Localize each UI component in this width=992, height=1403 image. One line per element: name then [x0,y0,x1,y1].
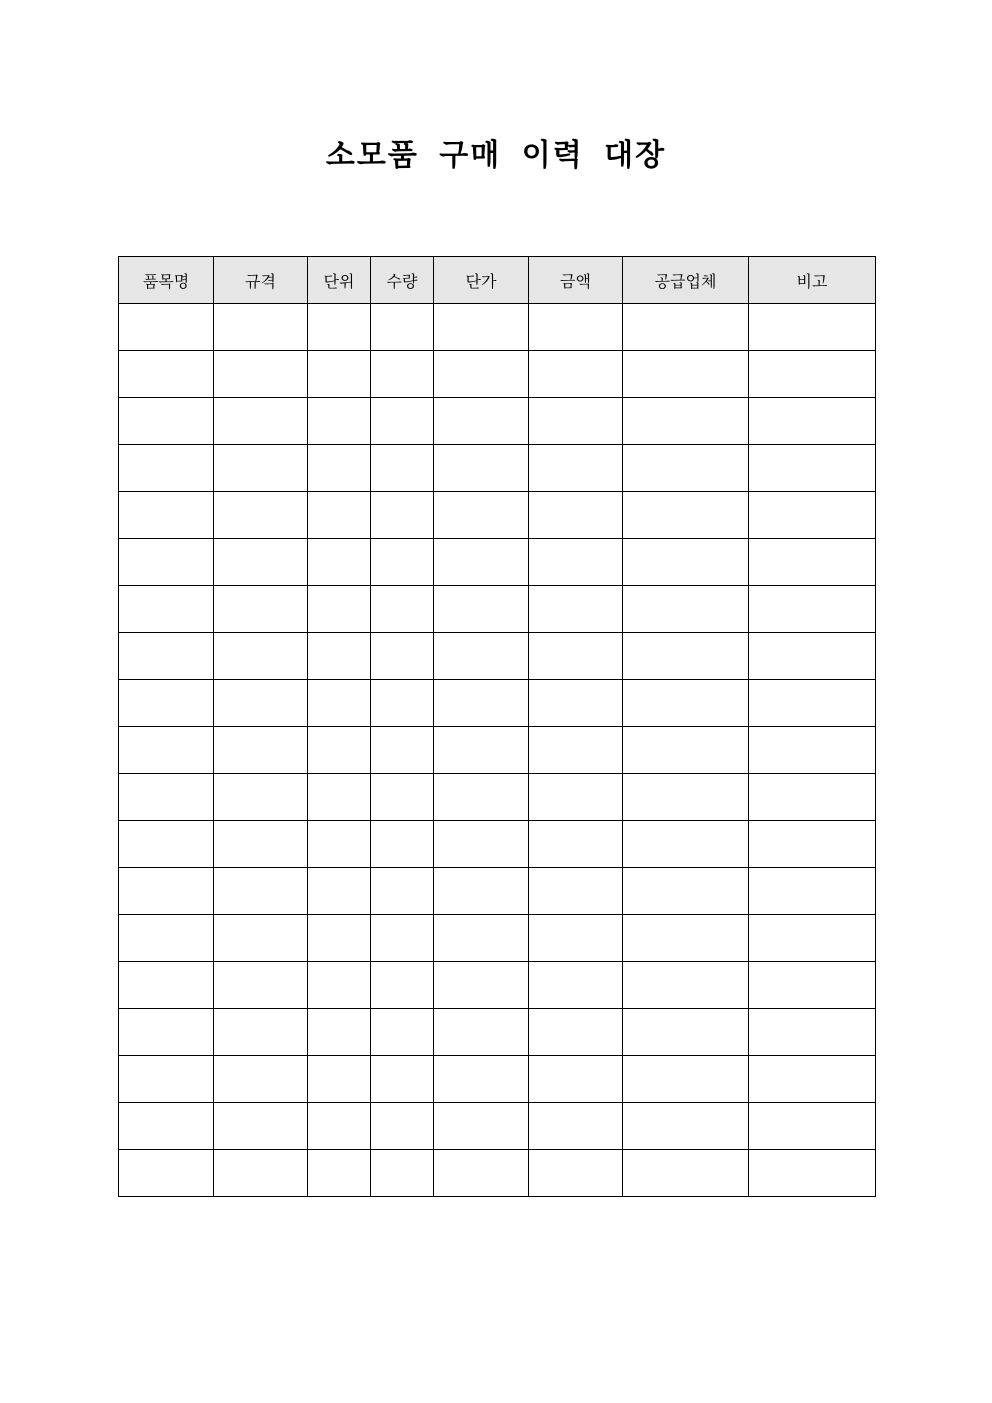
cell-amount[interactable] [529,915,623,962]
cell-item-name[interactable] [119,868,214,915]
cell-unit-price[interactable] [434,445,529,492]
cell-remarks[interactable] [749,492,876,539]
cell-unit[interactable] [308,492,371,539]
cell-spec[interactable] [214,821,308,868]
cell-spec[interactable] [214,492,308,539]
cell-supplier[interactable] [623,351,749,398]
cell-spec[interactable] [214,586,308,633]
cell-unit-price[interactable] [434,680,529,727]
cell-unit-price[interactable] [434,774,529,821]
cell-unit-price[interactable] [434,727,529,774]
cell-unit[interactable] [308,539,371,586]
cell-quantity[interactable] [371,304,434,351]
cell-item-name[interactable] [119,633,214,680]
cell-unit-price[interactable] [434,351,529,398]
cell-quantity[interactable] [371,915,434,962]
cell-spec[interactable] [214,1009,308,1056]
cell-item-name[interactable] [119,492,214,539]
header-remarks: 비고 [749,257,876,304]
cell-supplier[interactable] [623,821,749,868]
cell-spec[interactable] [214,445,308,492]
cell-remarks[interactable] [749,1103,876,1150]
table-row [119,304,876,351]
cell-unit[interactable] [308,398,371,445]
table-row [119,1009,876,1056]
cell-amount[interactable] [529,1103,623,1150]
cell-unit-price[interactable] [434,962,529,1009]
table-row [119,539,876,586]
cell-unit[interactable] [308,774,371,821]
table-row [119,868,876,915]
cell-unit[interactable] [308,962,371,1009]
cell-item-name[interactable] [119,445,214,492]
header-unit-price: 단가 [434,257,529,304]
cell-unit-price[interactable] [434,1009,529,1056]
cell-spec[interactable] [214,774,308,821]
cell-amount[interactable] [529,774,623,821]
cell-spec[interactable] [214,539,308,586]
table-row [119,774,876,821]
cell-supplier[interactable] [623,962,749,1009]
cell-supplier[interactable] [623,1009,749,1056]
table-row [119,821,876,868]
table-row [119,351,876,398]
cell-amount[interactable] [529,304,623,351]
cell-item-name[interactable] [119,727,214,774]
cell-quantity[interactable] [371,1009,434,1056]
cell-unit[interactable] [308,821,371,868]
cell-supplier[interactable] [623,680,749,727]
cell-remarks[interactable] [749,1150,876,1197]
cell-quantity[interactable] [371,727,434,774]
cell-unit[interactable] [308,1103,371,1150]
cell-remarks[interactable] [749,633,876,680]
cell-amount[interactable] [529,539,623,586]
cell-spec[interactable] [214,1056,308,1103]
cell-item-name[interactable] [119,962,214,1009]
cell-quantity[interactable] [371,868,434,915]
cell-spec[interactable] [214,633,308,680]
table-row [119,633,876,680]
cell-unit[interactable] [308,304,371,351]
cell-item-name[interactable] [119,821,214,868]
cell-item-name[interactable] [119,351,214,398]
cell-spec[interactable] [214,304,308,351]
purchase-history-table [118,256,876,1197]
cell-amount[interactable] [529,821,623,868]
cell-unit[interactable] [308,1150,371,1197]
cell-item-name[interactable] [119,398,214,445]
cell-supplier[interactable] [623,868,749,915]
header-supplier: 공급업체 [623,257,749,304]
cell-supplier[interactable] [623,774,749,821]
cell-remarks[interactable] [749,821,876,868]
cell-item-name[interactable] [119,1150,214,1197]
cell-quantity[interactable] [371,1056,434,1103]
cell-item-name[interactable] [119,915,214,962]
cell-supplier[interactable] [623,915,749,962]
cell-unit-price[interactable] [434,915,529,962]
cell-spec[interactable] [214,351,308,398]
cell-spec[interactable] [214,962,308,1009]
cell-item-name[interactable] [119,680,214,727]
cell-unit-price[interactable] [434,539,529,586]
cell-remarks[interactable] [749,868,876,915]
cell-quantity[interactable] [371,633,434,680]
header-quantity: 수량 [371,257,434,304]
cell-unit-price[interactable] [434,1150,529,1197]
cell-spec[interactable] [214,1150,308,1197]
cell-unit-price[interactable] [434,868,529,915]
header-item-name: 품목명 [119,257,214,304]
cell-quantity[interactable] [371,398,434,445]
cell-unit-price[interactable] [434,586,529,633]
cell-spec[interactable] [214,398,308,445]
table-row [119,727,876,774]
table-header-row [119,257,876,304]
cell-quantity[interactable] [371,445,434,492]
cell-amount[interactable] [529,633,623,680]
cell-unit[interactable] [308,1009,371,1056]
header-amount: 금액 [529,257,623,304]
table-row [119,962,876,1009]
cell-supplier[interactable] [623,1056,749,1103]
cell-unit-price[interactable] [434,304,529,351]
cell-amount[interactable] [529,727,623,774]
cell-spec[interactable] [214,868,308,915]
cell-unit-price[interactable] [434,633,529,680]
cell-item-name[interactable] [119,1103,214,1150]
cell-supplier[interactable] [623,1150,749,1197]
cell-amount[interactable] [529,492,623,539]
table-row [119,445,876,492]
table-row [119,586,876,633]
table-row [119,1056,876,1103]
cell-spec[interactable] [214,680,308,727]
cell-spec[interactable] [214,1103,308,1150]
cell-unit[interactable] [308,633,371,680]
cell-remarks[interactable] [749,398,876,445]
cell-quantity[interactable] [371,492,434,539]
cell-quantity[interactable] [371,962,434,1009]
cell-unit-price[interactable] [434,492,529,539]
cell-item-name[interactable] [119,774,214,821]
cell-quantity[interactable] [371,351,434,398]
cell-remarks[interactable] [749,727,876,774]
cell-remarks[interactable] [749,445,876,492]
cell-unit[interactable] [308,868,371,915]
cell-remarks[interactable] [749,304,876,351]
cell-spec[interactable] [214,727,308,774]
cell-supplier[interactable] [623,1103,749,1150]
cell-amount[interactable] [529,586,623,633]
cell-item-name[interactable] [119,1009,214,1056]
cell-amount[interactable] [529,868,623,915]
cell-remarks[interactable] [749,1009,876,1056]
cell-amount[interactable] [529,445,623,492]
cell-remarks[interactable] [749,962,876,1009]
cell-item-name[interactable] [119,586,214,633]
cell-unit[interactable] [308,445,371,492]
cell-amount[interactable] [529,351,623,398]
cell-remarks[interactable] [749,915,876,962]
cell-quantity[interactable] [371,821,434,868]
cell-supplier[interactable] [623,445,749,492]
cell-amount[interactable] [529,1009,623,1056]
cell-supplier[interactable] [623,633,749,680]
table-row [119,915,876,962]
cell-amount[interactable] [529,398,623,445]
cell-unit[interactable] [308,680,371,727]
header-unit: 단위 [308,257,371,304]
cell-unit[interactable] [308,1056,371,1103]
cell-remarks[interactable] [749,774,876,821]
cell-quantity[interactable] [371,774,434,821]
table-row [119,1150,876,1197]
cell-remarks[interactable] [749,680,876,727]
header-spec: 규격 [214,257,308,304]
cell-unit-price[interactable] [434,1056,529,1103]
cell-quantity[interactable] [371,586,434,633]
cell-item-name[interactable] [119,1056,214,1103]
cell-remarks[interactable] [749,1056,876,1103]
cell-quantity[interactable] [371,680,434,727]
cell-unit[interactable] [308,727,371,774]
cell-remarks[interactable] [749,539,876,586]
cell-unit-price[interactable] [434,398,529,445]
cell-amount[interactable] [529,962,623,1009]
cell-item-name[interactable] [119,539,214,586]
table-row [119,680,876,727]
cell-amount[interactable] [529,1056,623,1103]
page-title: 소모품 구매 이력 대장 [325,138,667,173]
cell-unit[interactable] [308,351,371,398]
cell-unit-price[interactable] [434,1103,529,1150]
cell-unit[interactable] [308,586,371,633]
cell-remarks[interactable] [749,351,876,398]
cell-unit-price[interactable] [434,821,529,868]
cell-remarks[interactable] [749,586,876,633]
cell-supplier[interactable] [623,539,749,586]
cell-quantity[interactable] [371,1150,434,1197]
table-body [119,304,876,1197]
cell-supplier[interactable] [623,586,749,633]
cell-spec[interactable] [214,915,308,962]
cell-unit[interactable] [308,915,371,962]
cell-supplier[interactable] [623,727,749,774]
cell-supplier[interactable] [623,304,749,351]
table-row [119,398,876,445]
table-row [119,492,876,539]
cell-item-name[interactable] [119,304,214,351]
cell-quantity[interactable] [371,539,434,586]
cell-amount[interactable] [529,1150,623,1197]
table-row [119,1103,876,1150]
cell-supplier[interactable] [623,398,749,445]
cell-supplier[interactable] [623,492,749,539]
cell-amount[interactable] [529,680,623,727]
cell-quantity[interactable] [371,1103,434,1150]
